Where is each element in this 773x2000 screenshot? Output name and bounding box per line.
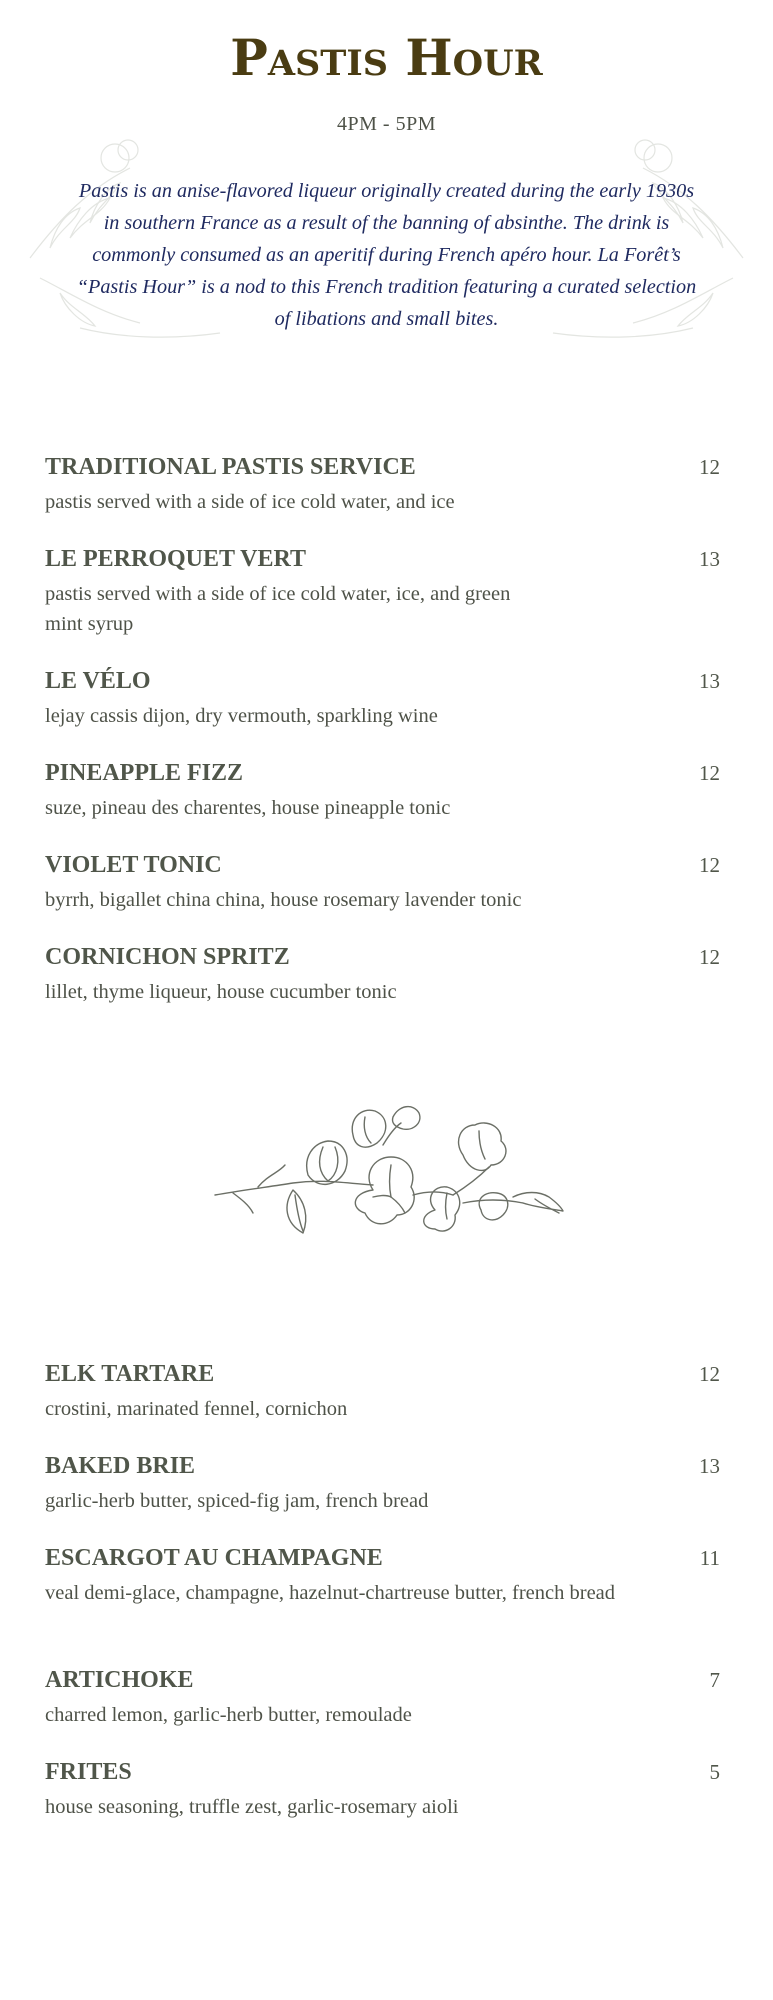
item-price: 12 xyxy=(699,761,720,785)
menu-item xyxy=(45,850,723,915)
item-name: CORNICHON SPRITZ xyxy=(45,944,290,970)
page-title: Pastis Hour xyxy=(230,28,543,87)
item-price: 5 xyxy=(709,1760,720,1784)
item-description: suze, pineau des charentes, house pineapple tonic xyxy=(45,797,451,819)
item-name: LE PERROQUET VERT xyxy=(45,546,306,572)
menu-item xyxy=(45,452,723,517)
blossom-branch-illustration xyxy=(213,1095,565,1255)
item-name: FRITES xyxy=(45,1759,132,1785)
item-description: pastis served with a side of ice cold water, ice, and green mint syrup xyxy=(45,583,511,635)
item-price: 7 xyxy=(709,1668,720,1692)
item-name: ELK TARTARE xyxy=(45,1361,215,1387)
item-price: 13 xyxy=(699,1454,720,1478)
item-description: veal demi-glace, champagne, hazelnut-chartreuse butter, french bread xyxy=(45,1582,616,1604)
item-name: LE VÉLO xyxy=(45,668,151,694)
item-name: TRADITIONAL PASTIS SERVICE xyxy=(45,454,416,480)
menu-item xyxy=(45,758,723,823)
menu-item xyxy=(45,1451,723,1516)
menu-item xyxy=(45,544,723,639)
menu-item xyxy=(45,942,723,1007)
menu-item xyxy=(45,1665,723,1730)
item-description: lejay cassis dijon, dry vermouth, sparkling wine xyxy=(45,705,438,727)
item-description: byrrh, bigallet china china, house rosemary lavender tonic xyxy=(45,889,522,911)
menu-item xyxy=(45,666,723,731)
item-price: 13 xyxy=(699,547,720,571)
item-description: crostini, marinated fennel, cornichon xyxy=(45,1398,348,1420)
item-price: 12 xyxy=(699,853,720,877)
menu-item xyxy=(45,1359,723,1424)
item-description: charred lemon, garlic-herb butter, remoulade xyxy=(45,1704,412,1726)
item-description: garlic-herb butter, spiced-fig jam, french bread xyxy=(45,1490,429,1512)
item-description: house seasoning, truffle zest, garlic-rosemary aioli xyxy=(45,1796,459,1818)
intro-paragraph: Pastis is an anise-flavored liqueur originally created during the early 1930s in southern France as a result of the banning of absinthe. The drink is commonly consumed as an aperitif during French apéro hour. La Forêt’s “Pastis Hour” is a nod to this French tradition featuring a curated selection of libations and small bites. xyxy=(76,180,697,330)
item-price: 12 xyxy=(699,455,720,479)
item-name: PINEAPPLE FIZZ xyxy=(45,760,244,786)
item-price: 11 xyxy=(699,1546,720,1570)
item-price: 13 xyxy=(699,669,720,693)
item-price: 12 xyxy=(699,945,720,969)
item-price: 12 xyxy=(699,1362,720,1386)
item-name: VIOLET TONIC xyxy=(45,852,222,878)
item-name: ESCARGOT AU CHAMPAGNE xyxy=(45,1545,383,1571)
menu-item xyxy=(45,1757,723,1822)
item-description: lillet, thyme liqueur, house cucumber tonic xyxy=(45,981,397,1003)
item-name: ARTICHOKE xyxy=(45,1667,194,1693)
menu-item xyxy=(45,1543,723,1608)
item-name: BAKED BRIE xyxy=(45,1453,196,1479)
service-hours: 4PM - 5PM xyxy=(337,113,436,135)
item-description: pastis served with a side of ice cold water, and ice xyxy=(45,491,455,513)
